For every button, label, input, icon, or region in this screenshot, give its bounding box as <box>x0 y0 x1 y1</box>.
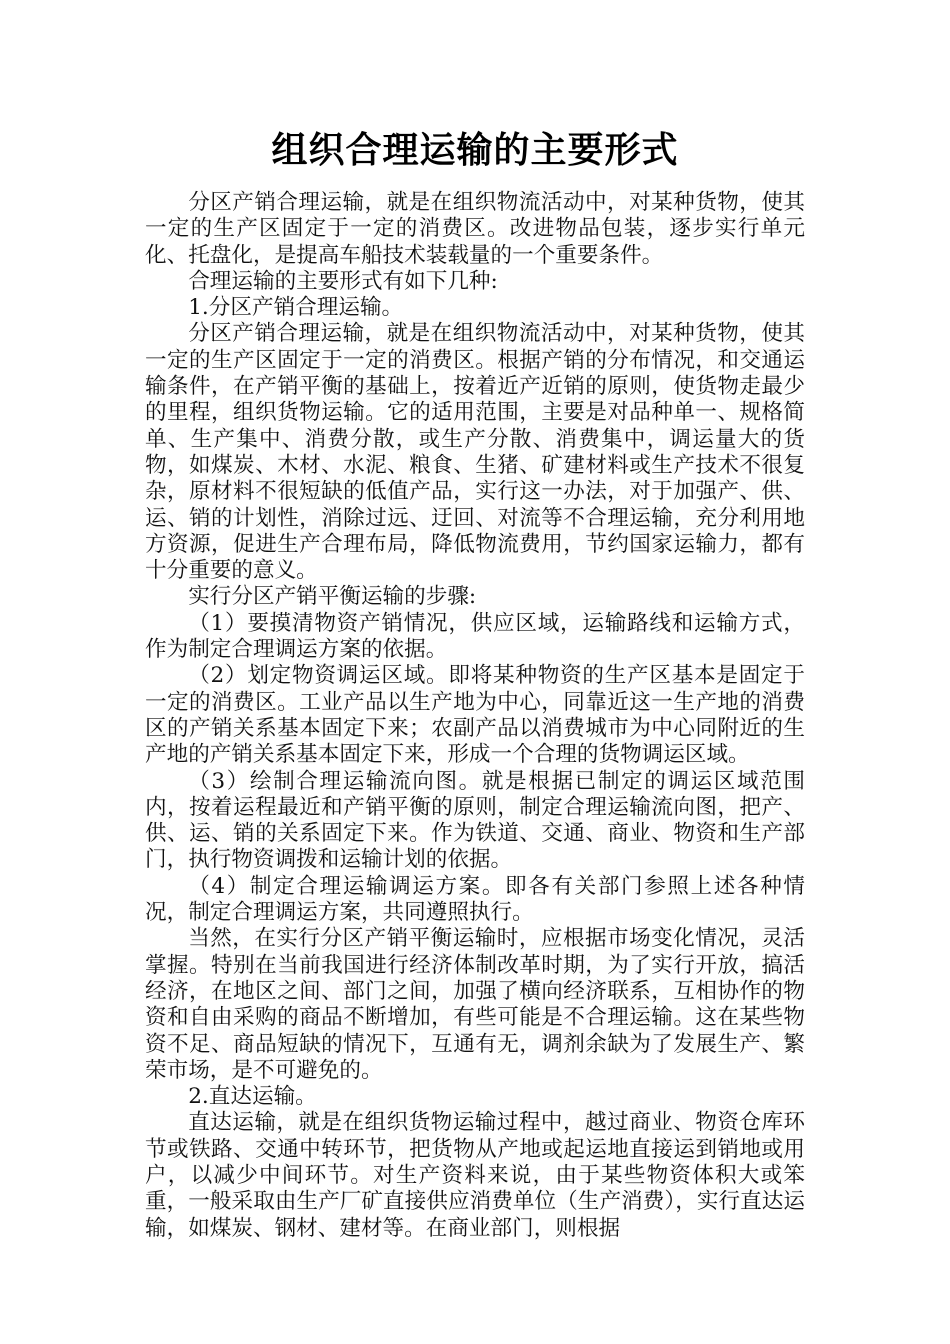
paragraph-step-3: （3）绘制合理运输流向图。就是根据已制定的调运区域范围内，按着运程最近和产销平衡的原则，制定合理运输流向图，把产、供、运、销的关系固定下来。作为铁道、交通、商业、物资和生产部门，执行物资调拨和运输计划的依据。 <box>145 768 805 873</box>
paragraph-intro: 分区产销合理运输，就是在组织物流活动中，对某种货物，使其一定的生产区固定于一定的消费区。改进物品包装，逐步实行单元化、托盘化，是提高车船技术装载量的一个重要条件。 <box>145 190 805 268</box>
paragraph-flexibility: 当然，在实行分区产销平衡运输时，应根据市场变化情况，灵活掌握。特别在当前我国进行经济体制改革时期，为了实行开放，搞活经济，在地区之间、部门之间，加强了横向经济联系，互相协作的物资和自由采购的商品不断增加，有些可能是不合理运输。这在某些物资不足、商品短缺的情况下，互通有无，调剂余缺为了发展生产、繁荣市场，是不可避免的。 <box>145 926 805 1083</box>
heading-section-1: 1.分区产销合理运输。 <box>188 295 404 321</box>
paragraph-step-2: （2）划定物资调运区域。即将某种物资的生产区基本是固定于一定的消费区。工业产品以生产地为中心，同靠近这一生产地的消费区的产销关系基本固定下来；农副产品以消费城市为中心同附近的生产地的产销关系基本固定下来，形成一个合理的货物调运区域。 <box>145 663 805 768</box>
heading-section-2: 2.直达运输。 <box>188 1084 317 1110</box>
paragraph-steps-lead: 实行分区产销平衡运输的步骤: <box>188 584 477 610</box>
paragraph-step-1: （1）要摸清物资产销情况，供应区域，运输路线和运输方式，作为制定合理调运方案的依据。 <box>145 610 805 663</box>
paragraph-step-4: （4）制定合理运输调运方案。即各有关部门参照上述各种情况，制定合理调运方案，共同遵照执行。 <box>145 873 805 926</box>
paragraph-section-2: 直达运输，就是在组织货物运输过程中，越过商业、物资仓库环节或铁路、交通中转环节，把货物从产地或起运地直接运到销地或用户，以减少中间环节。对生产资料来说，由于某些物资体积大或笨重，一般采取由生产厂矿直接供应消费单位（生产消费），实行直达运输，如煤炭、钢材、建材等。在商业部门，则根据 <box>145 1110 805 1241</box>
paragraph-section-1: 分区产销合理运输，就是在组织物流活动中，对某种货物，使其一定的生产区固定于一定的消费区。根据产销的分布情况，和交通运输条件，在产销平衡的基础上，按着近产近销的原则，使货物走最少的里程，组织货物运输。它的适用范围，主要是对品种单一、规格简单、生产集中、消费分散，或生产分散、消费集中，调运量大的货物，如煤炭、木材、水泥、粮食、生猪、矿建材料或生产技术不很复杂，原材料不很短缺的低值产品，实行这一办法，对于加强产、供、运、销的计划性，消除过远、迂回、对流等不合理运输，充分利用地方资源，促进生产合理布局，降低物流费用，节约国家运输力，都有十分重要的意义。 <box>145 321 805 584</box>
document-body <box>145 190 805 1242</box>
paragraph-forms-lead: 合理运输的主要形式有如下几种: <box>188 268 498 294</box>
document-title: 组织合理运输的主要形式 <box>271 129 679 171</box>
